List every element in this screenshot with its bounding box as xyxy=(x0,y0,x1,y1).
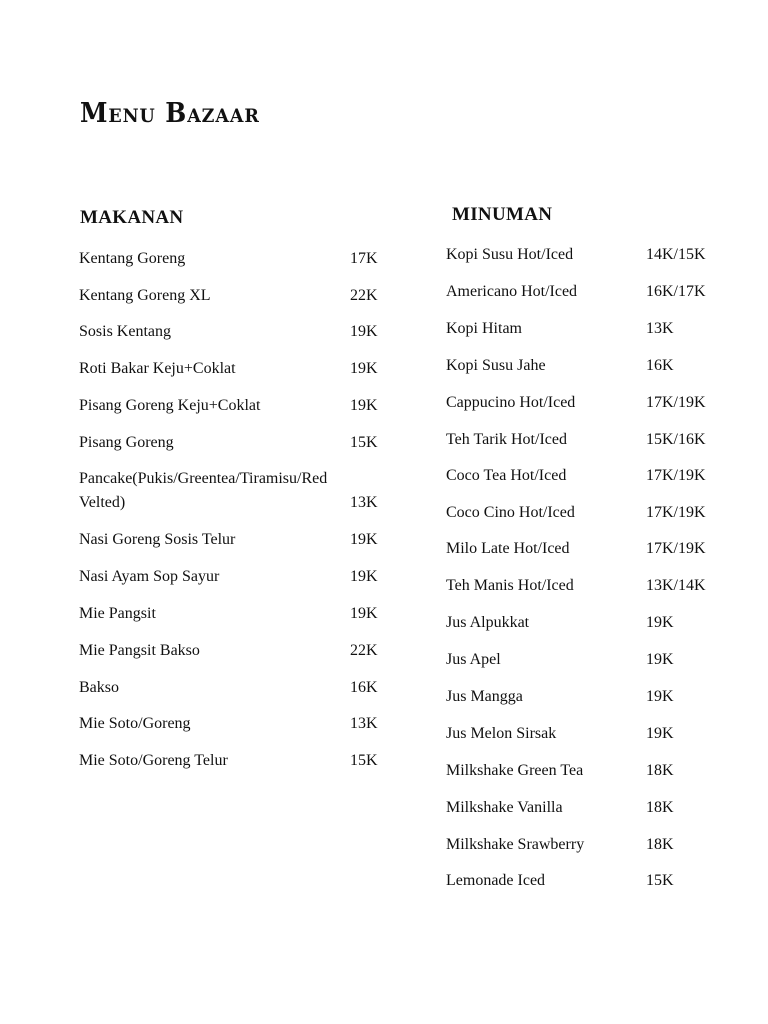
makanan-item-name: Nasi Ayam Sop Sayur xyxy=(79,568,220,585)
minuman-item-name: Jus Mangga xyxy=(446,688,523,705)
makanan-item-name: Roti Bakar Keju+Coklat xyxy=(79,360,236,377)
makanan-item-price: 19K xyxy=(350,605,378,622)
makanan-item-name: Pisang Goreng xyxy=(79,434,174,451)
minuman-item-name: Milkshake Srawberry xyxy=(446,836,585,853)
minuman-item-name: Kopi Susu Jahe xyxy=(446,357,546,374)
minuman-item-price: 19K xyxy=(646,614,674,631)
minuman-item-price: 16K/17K xyxy=(646,283,706,300)
minuman-item-name: Lemonade Iced xyxy=(446,872,546,889)
makanan-item-name: Mie Pangsit xyxy=(79,605,156,622)
makanan-item-name: Mie Soto/Goreng xyxy=(79,715,191,732)
makanan-item-price: 16K xyxy=(350,679,378,696)
minuman-item-name: Milkshake Green Tea xyxy=(446,762,584,779)
makanan-item-price: 19K xyxy=(350,323,378,340)
minuman-item-name: Kopi Hitam xyxy=(446,320,522,337)
minuman-item-price: 19K xyxy=(646,651,674,668)
makanan-item-price: 22K xyxy=(350,287,378,304)
minuman-item-price: 18K xyxy=(646,799,674,816)
makanan-item-name: Kentang Goreng XL xyxy=(79,287,211,304)
minuman-item-name: Cappucino Hot/Iced xyxy=(446,394,576,411)
makanan-item-name: Bakso xyxy=(79,679,119,696)
makanan-item-price: 15K xyxy=(350,752,378,769)
minuman-item-price: 17K/19K xyxy=(646,540,706,557)
makanan-item-price: 15K xyxy=(350,434,378,451)
makanan-item-price: 13K xyxy=(350,494,378,511)
minuman-item-price: 18K xyxy=(646,836,674,853)
minuman-item-price: 14K/15K xyxy=(646,246,706,263)
minuman-item-name: Jus Melon Sirsak xyxy=(446,725,557,742)
minuman-item-price: 17K/19K xyxy=(646,467,706,484)
makanan-item-price: 19K xyxy=(350,531,378,548)
minuman-item-price: 15K/16K xyxy=(646,431,706,448)
minuman-item-name: Americano Hot/Iced xyxy=(446,283,578,300)
minuman-item-name: Milo Late Hot/Iced xyxy=(446,540,570,557)
minuman-item-price: 16K xyxy=(646,357,674,374)
makanan-item-price: 19K xyxy=(350,397,378,414)
makanan-item-name: Pisang Goreng Keju+Coklat xyxy=(79,397,261,414)
minuman-item-price: 13K xyxy=(646,320,674,337)
minuman-item-price: 13K/14K xyxy=(646,577,706,594)
makanan-item-price: 19K xyxy=(350,360,378,377)
minuman-item-name: Kopi Susu Hot/Iced xyxy=(446,246,574,263)
minuman-item-name: Coco Cino Hot/Iced xyxy=(446,504,575,521)
minuman-item-price: 19K xyxy=(646,688,674,705)
minuman-item-price: 15K xyxy=(646,872,674,889)
minuman-heading: MINUMAN xyxy=(452,204,553,225)
makanan-item-price: 22K xyxy=(350,642,378,659)
minuman-item-price: 17K/19K xyxy=(646,394,706,411)
minuman-item-price: 18K xyxy=(646,762,674,779)
minuman-item-name: Coco Tea Hot/Iced xyxy=(446,467,567,484)
makanan-item-name: Kentang Goreng xyxy=(79,250,186,267)
makanan-item-name: Mie Soto/Goreng Telur xyxy=(79,752,228,769)
minuman-item-name: Milkshake Vanilla xyxy=(446,799,563,816)
makanan-item-name: Mie Pangsit Bakso xyxy=(79,642,200,659)
makanan-item-price: 17K xyxy=(350,250,378,267)
makanan-item-name: Nasi Goreng Sosis Telur xyxy=(79,531,236,548)
minuman-item-name: Jus Apel xyxy=(446,651,501,668)
minuman-item-name: Teh Tarik Hot/Iced xyxy=(446,431,567,448)
menu-title: Menu Bazaar xyxy=(80,98,260,129)
makanan-item-price: 13K xyxy=(350,715,378,732)
minuman-item-price: 17K/19K xyxy=(646,504,706,521)
makanan-item-name: Sosis Kentang xyxy=(79,323,171,340)
makanan-heading: MAKANAN xyxy=(80,207,184,228)
makanan-item-price: 19K xyxy=(350,568,378,585)
minuman-item-name: Jus Alpukkat xyxy=(446,614,530,631)
minuman-item-price: 19K xyxy=(646,725,674,742)
minuman-item-name: Teh Manis Hot/Iced xyxy=(446,577,574,594)
makanan-item-name: Pancake(Pukis/Greentea/Tiramisu/Red Velted) xyxy=(79,470,328,511)
